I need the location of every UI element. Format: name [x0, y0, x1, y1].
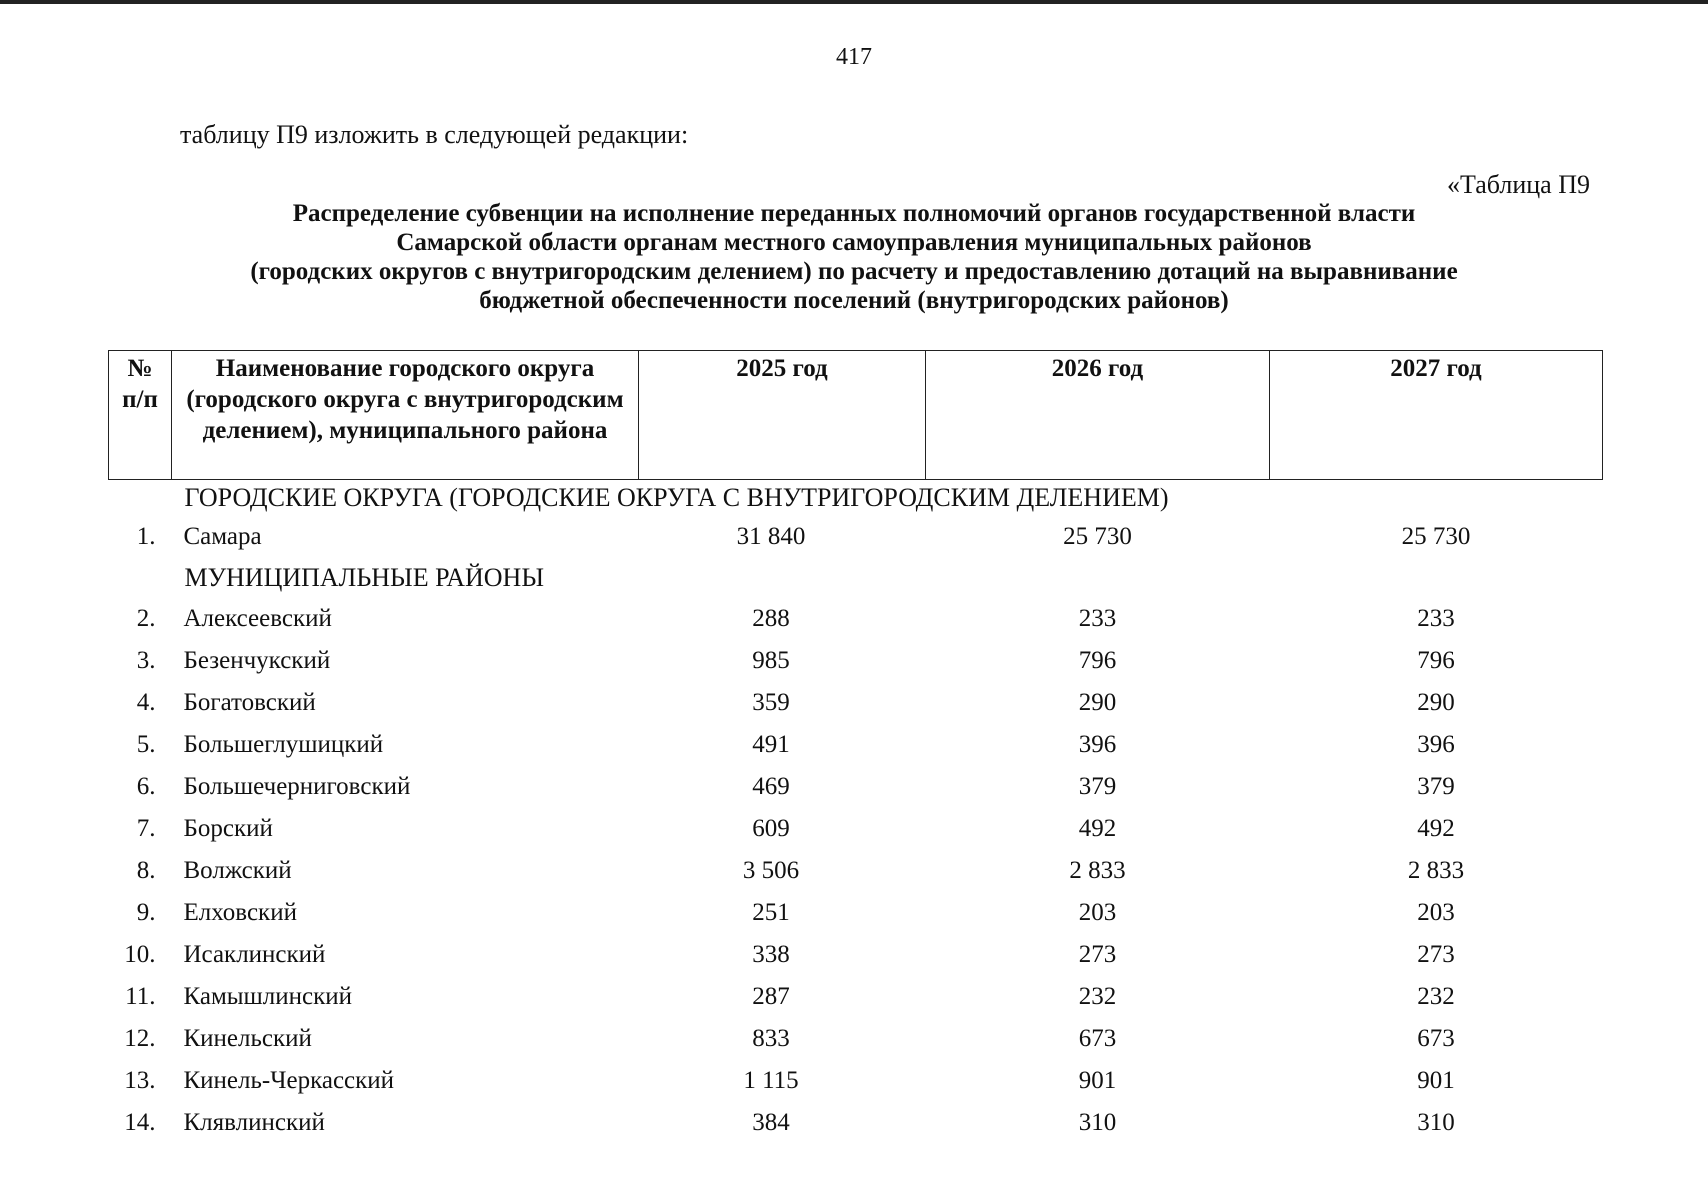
section-row	[109, 558, 1603, 598]
header-year-2025: 2025 год	[639, 351, 926, 480]
row-name: Волжский	[183, 857, 292, 884]
row-value-2026: 290	[1078, 689, 1117, 716]
document-title	[110, 199, 1598, 315]
row-value-2027: 396	[1417, 731, 1455, 758]
row-value-2025: 491	[752, 731, 790, 758]
row-value-2025: 3 506	[742, 857, 800, 884]
table-row	[109, 516, 1603, 558]
header-row	[109, 351, 1603, 480]
row-name: Елховский	[183, 899, 297, 926]
section-title: ГОРОДСКИЕ ОКРУГА (ГОРОДСКИЕ ОКРУГА С ВНУТРИГОРОДСКИМ ДЕЛЕНИЕМ)	[184, 483, 1169, 512]
row-name: Алексеевский	[183, 605, 332, 632]
title-line: (городских округов с внутригородским делением) по расчету и предоставлению дотаций на выравнивание	[250, 258, 1458, 285]
table-row	[109, 850, 1603, 892]
row-name: Кинель-Черкасский	[183, 1067, 395, 1094]
table-row	[109, 682, 1603, 724]
row-value-2025: 985	[752, 647, 790, 674]
row-value-2026: 673	[1078, 1025, 1117, 1052]
row-value-2027: 2 833	[1407, 857, 1465, 884]
row-value-2025: 338	[752, 941, 790, 968]
table-label: «Таблица П9	[1447, 170, 1590, 199]
row-name: Безенчукский	[183, 647, 331, 674]
row-value-2025: 251	[752, 899, 790, 926]
row-name: Борский	[183, 815, 273, 842]
row-name: Кинельский	[183, 1025, 312, 1052]
row-name: Клявлинский	[183, 1109, 325, 1136]
row-value-2027: 901	[1417, 1067, 1455, 1094]
table-body	[109, 480, 1603, 1145]
row-number: 4.	[136, 689, 156, 716]
page-top-border	[0, 0, 1708, 4]
row-name: Самара	[183, 523, 262, 550]
row-value-2026: 273	[1078, 941, 1117, 968]
row-number: 12.	[124, 1025, 156, 1052]
title-line: Распределение субвенции на исполнение переданных полномочий органов государственной власти	[292, 200, 1416, 227]
row-value-2027: 273	[1417, 941, 1455, 968]
row-value-2025: 609	[752, 815, 790, 842]
row-value-2025: 287	[752, 983, 790, 1010]
row-number: 3.	[136, 647, 156, 674]
row-value-2026: 233	[1078, 605, 1117, 632]
table-row	[109, 766, 1603, 808]
table-row	[109, 640, 1603, 682]
row-value-2025: 1 115	[743, 1067, 799, 1094]
table-row	[109, 724, 1603, 766]
row-value-2027: 673	[1417, 1025, 1455, 1052]
table-row	[109, 598, 1603, 640]
row-number: 14.	[124, 1109, 156, 1136]
row-number: 10.	[124, 941, 156, 968]
row-value-2025: 31 840	[736, 523, 806, 550]
table-row	[109, 808, 1603, 850]
row-value-2025: 359	[752, 689, 790, 716]
row-name: Камышлинский	[183, 983, 353, 1010]
row-name: Большечерниговский	[183, 773, 411, 800]
row-number: 11.	[125, 983, 156, 1010]
table-row	[109, 892, 1603, 934]
row-number: 2.	[136, 605, 156, 632]
intro-text: таблицу П9 изложить в следующей редакции:	[180, 120, 689, 149]
row-value-2027: 796	[1417, 647, 1455, 674]
table-row	[109, 1018, 1603, 1060]
row-value-2027: 492	[1417, 815, 1455, 842]
row-number: 9.	[136, 899, 156, 926]
row-value-2027: 310	[1417, 1109, 1455, 1136]
section-title: МУНИЦИПАЛЬНЫЕ РАЙОНЫ	[184, 563, 544, 592]
row-value-2026: 396	[1078, 731, 1117, 758]
header-year-2026: 2026 год	[926, 351, 1270, 480]
row-number: 13.	[124, 1067, 156, 1094]
row-value-2026: 2 833	[1069, 857, 1126, 884]
row-value-2026: 232	[1078, 983, 1117, 1010]
page-number: 417	[836, 44, 872, 70]
title-line: Самарской области органам местного самоуправления муниципальных районов	[396, 229, 1312, 256]
row-number: 7.	[136, 815, 156, 842]
table-row	[109, 934, 1603, 976]
row-number: 6.	[136, 773, 156, 800]
table-row	[109, 1060, 1603, 1102]
row-value-2025: 469	[752, 773, 790, 800]
row-value-2027: 25 730	[1401, 523, 1471, 550]
row-name: Богатовский	[183, 689, 316, 716]
row-name: Большеглушицкий	[183, 731, 384, 758]
header-number-line1: №	[127, 355, 153, 382]
row-value-2027: 232	[1417, 983, 1455, 1010]
row-value-2026: 203	[1078, 899, 1117, 926]
row-name: Исаклинский	[183, 941, 326, 968]
subvention-table	[108, 350, 1603, 1144]
row-value-2027: 379	[1417, 773, 1455, 800]
row-value-2025: 833	[752, 1025, 790, 1052]
row-number: 1.	[136, 523, 156, 550]
header-number-line2: п/п	[122, 386, 158, 413]
title-line: бюджетной обеспеченности поселений (внутригородских районов)	[479, 287, 1229, 314]
section-row	[109, 480, 1603, 517]
row-number: 8.	[136, 857, 156, 884]
header-name: Наименование городского округа (городского округа с внутригородским делением), муниципального района	[172, 351, 639, 480]
row-value-2026: 25 730	[1063, 523, 1132, 550]
header-number	[109, 351, 172, 480]
table-row	[109, 1102, 1603, 1144]
row-value-2025: 288	[752, 605, 790, 632]
row-value-2026: 901	[1078, 1067, 1117, 1094]
row-value-2026: 310	[1078, 1109, 1117, 1136]
row-value-2026: 379	[1078, 773, 1117, 800]
table-row	[109, 976, 1603, 1018]
row-value-2027: 203	[1417, 899, 1455, 926]
row-value-2026: 492	[1078, 815, 1117, 842]
row-value-2026: 796	[1078, 647, 1117, 674]
row-value-2027: 290	[1417, 689, 1455, 716]
row-value-2025: 384	[752, 1109, 790, 1136]
row-value-2027: 233	[1417, 605, 1455, 632]
table-header	[109, 351, 1603, 480]
header-year-2027: 2027 год	[1270, 351, 1603, 480]
row-number: 5.	[136, 731, 156, 758]
